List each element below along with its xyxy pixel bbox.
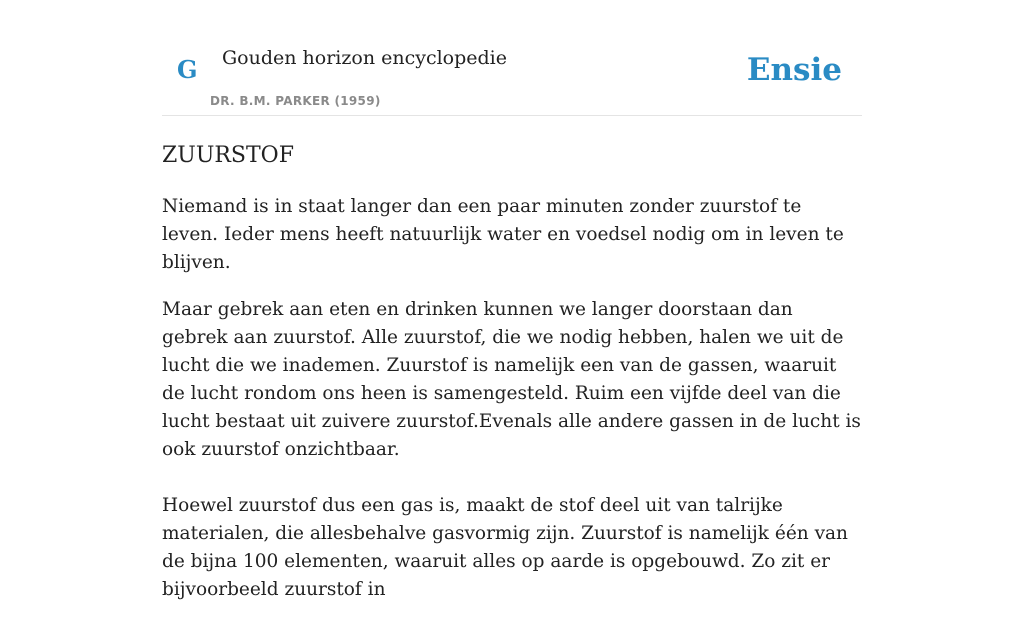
content-container <box>162 0 862 623</box>
book-author: DR. B.M. PARKER (1959) <box>210 94 381 108</box>
article-body <box>162 193 862 604</box>
brand-logo[interactable]: Ensie <box>746 52 842 88</box>
book-logo-icon[interactable]: G <box>177 55 198 84</box>
article-paragraph: Hoewel zuurstof dus een gas is, maakt de stof deel uit van talrijke materialen, die allesbehalve gasvormig zijn. Zuurstof is namelijk één van de bijna 100 elementen, waaruit alles op aarde is opgebouwd. Zo zit er bijvoorbeeld zuurstof in <box>162 495 848 600</box>
article-title: ZUURSTOF <box>162 143 294 168</box>
book-title[interactable]: Gouden horizon encyclopedie <box>222 47 507 69</box>
article-paragraph: Maar gebrek aan eten en drinken kunnen we langer doorstaan dan gebrek aan zuurstof. Alle zuurstof, die we nodig hebben, halen we uit de lucht die we inademen. Zuurstof is namelijk een van de gassen, waaruit de lucht rondom ons heen is samengesteld. Ruim een vijfde deel van die lucht bestaat uit zuivere zuurstof.Evenals alle andere gassen in de lucht is ook zuurstof onzichtbaar. <box>162 299 861 460</box>
article-paragraph: Niemand is in staat langer dan een paar minuten zonder zuurstof te leven. Ieder mens heeft natuurlijk water en voedsel nodig om in leven te blijven. <box>162 196 844 273</box>
book-header <box>162 0 862 116</box>
